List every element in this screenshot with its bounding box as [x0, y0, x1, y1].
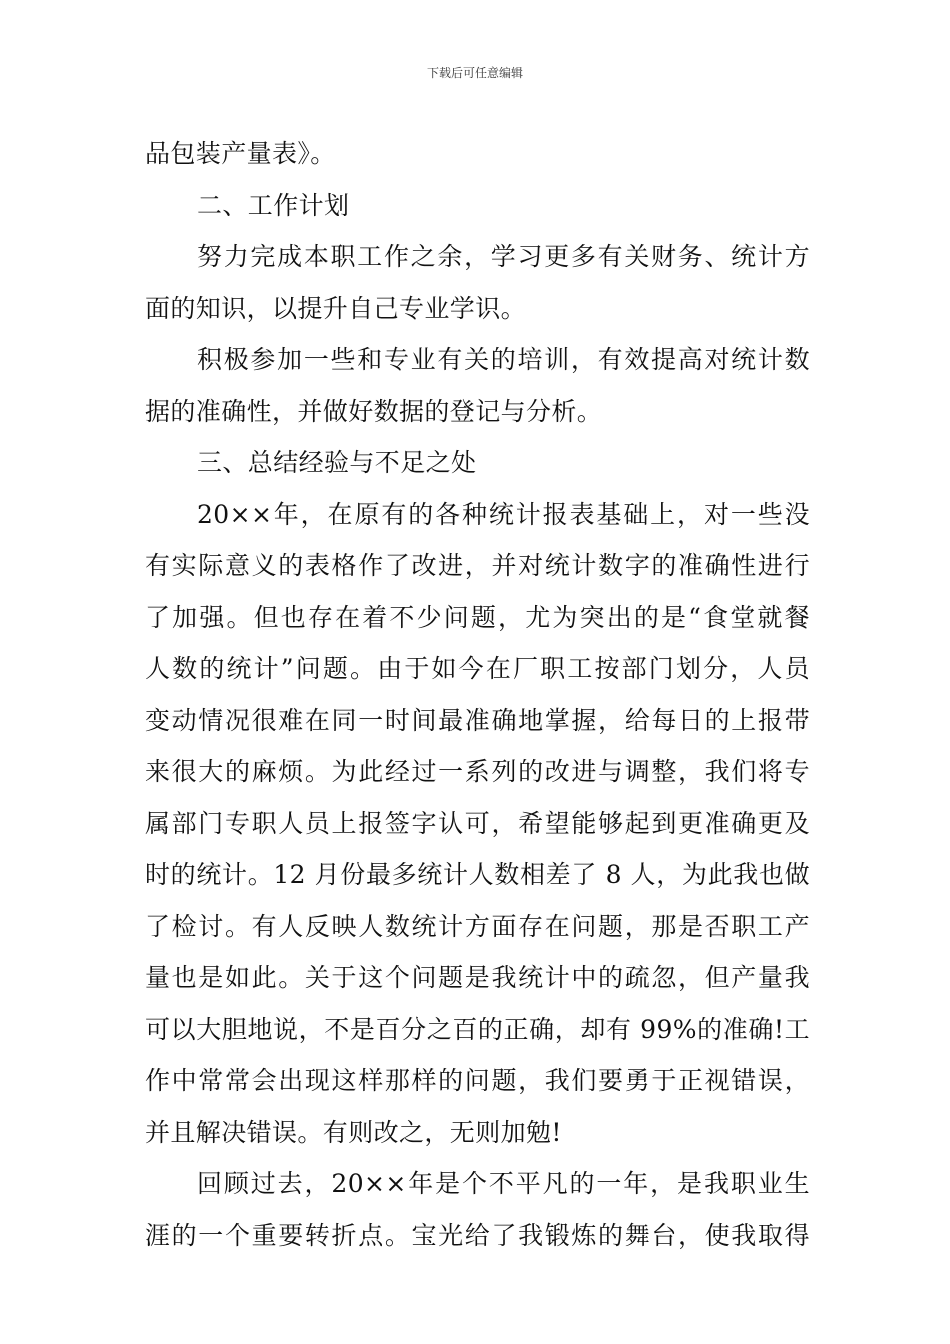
paragraph-line: 积极参加一些和专业有关的培训，有效提高对统计数 [197, 345, 810, 374]
paragraph-line: 可以大胆地说，不是百分之百的正确，却有 99%的准确!工 [145, 1014, 810, 1044]
paragraph-line: 量也是如此。关于这个问题是我统计中的疏忽，但产量我 [145, 963, 810, 992]
paragraph-line: 有实际意义的表格作了改进，并对统计数字的准确性进行 [145, 551, 810, 580]
paragraph-line: 20××年，在原有的各种统计报表基础上，对一些没 [197, 499, 810, 529]
paragraph-line: 了加强。但也存在着不少问题，尤为突出的是“食堂就餐 [145, 602, 810, 632]
paragraph-line: 努力完成本职工作之余，学习更多有关财务、统计方 [197, 242, 810, 271]
paragraph-line: 时的统计。12 月份最多统计人数相差了 8 人，为此我也做 [145, 860, 810, 889]
paragraph-line: 作中常常会出现这样那样的问题，我们要勇于正视错误， [145, 1066, 810, 1095]
document-body [145, 128, 810, 1261]
paragraph-line: 人数的统计”问题。由于如今在厂职工按部门划分，人员 [145, 654, 810, 683]
paragraph-line: 来很大的麻烦。为此经过一系列的改进与调整，我们将专 [145, 757, 810, 786]
paragraph-line: 据的准确性，并做好数据的登记与分析。 [145, 396, 603, 426]
paragraph-line: 回顾过去，20××年是个不平凡的一年，是我职业生 [197, 1169, 810, 1198]
paragraph-line: 面的知识，以提升自己专业学识。 [145, 293, 527, 323]
section-heading-summary: 三、总结经验与不足之处 [197, 448, 477, 477]
paragraph-line: 涯的一个重要转折点。宝光给了我锻炼的舞台，使我取得 [145, 1220, 810, 1250]
section-heading-work-plan: 二、工作计划 [197, 190, 350, 220]
paragraph-line: 属部门专职人员上报签字认可，希望能够起到更准确更及 [145, 808, 810, 838]
paragraph-line: 品包装产量表》。 [145, 139, 336, 168]
paragraph-line: 变动情况很难在同一时间最准确地掌握，给每日的上报带 [145, 705, 810, 735]
page-header-note: 下载后可任意编辑 [426, 66, 523, 80]
paragraph-line: 并且解决错误。有则改之，无则加勉! [145, 1117, 562, 1147]
paragraph-line: 了检讨。有人反映人数统计方面存在问题，那是否职工产 [145, 911, 810, 941]
